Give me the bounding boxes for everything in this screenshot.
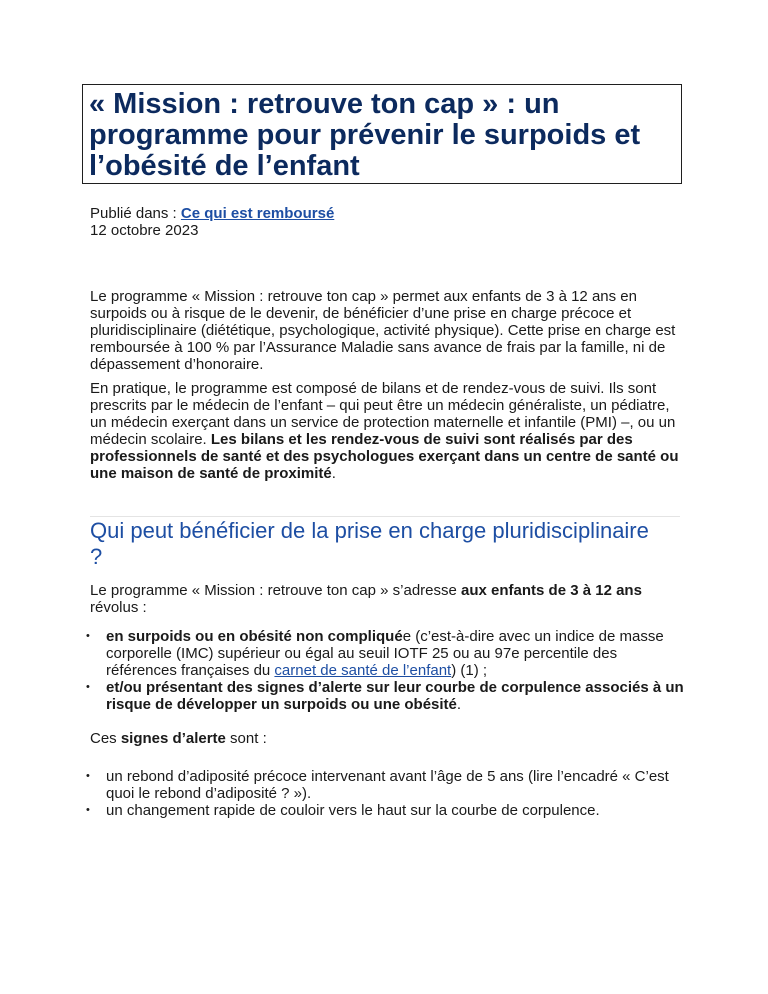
practice-paragraph — [90, 380, 690, 482]
eligibility-end: révolus : — [90, 599, 147, 616]
title-box — [82, 84, 682, 184]
bullet1-end: ) (1) ; — [451, 662, 488, 679]
practice-end: . — [331, 465, 336, 482]
section-divider — [90, 516, 680, 517]
eligibility-list — [86, 628, 686, 713]
eligibility-paragraph — [90, 582, 690, 616]
published-prefix: Publié dans : — [90, 205, 181, 222]
practice-bold: Les bilans et les rendez-vous de suivi sont réalisés par des professionnels de santé et des psychologues exerçant dans un centre de santé ou une maison de santé de proximité — [90, 431, 679, 482]
list-item — [86, 802, 686, 819]
practice-text: En pratique, le programme est composé de bilans et de rendez-vous de suivi. Ils sont prescrits par le médecin de l’enfant – qui peut être un médecin généraliste, un pédiatre, un médecin exerçant dans un service de protection maternelle et infantile (PMI) –, ou un médecin scolaire. — [90, 380, 676, 448]
bullet1-bold: en surpoids ou en obésité non compliqué — [106, 628, 403, 645]
eligibility-bold: aux enfants de 3 à 12 ans — [461, 582, 642, 599]
list-item — [86, 628, 686, 679]
warning-signs-list — [86, 768, 686, 819]
bullet3-text: un rebond d’adiposité précoce intervenant avant l’âge de 5 ans (lire l’encadré « C’est quoi le rebond d’adiposité ? »). — [106, 768, 669, 802]
bullet4-text: un changement rapide de couloir vers le haut sur la courbe de corpulence. — [106, 802, 600, 819]
published-line — [90, 205, 334, 222]
bullet-icon: • — [86, 681, 90, 693]
warning-signs-paragraph — [90, 730, 690, 747]
category-link[interactable]: Ce qui est remboursé — [180, 205, 335, 222]
bullet2-end: . — [456, 696, 462, 713]
bullet-icon: • — [86, 770, 90, 782]
intro-paragraph: Le programme « Mission : retrouve ton cap » permet aux enfants de 3 à 12 ans en surpoids ou à risque de le devenir, de bénéficier d’une prise en charge précoce et pluridisciplinaire (diététique, psychologique, activité physique). Cette prise en charge est remboursée à 100 % par l’Assurance Maladie sans avance de frais par la famille, ni de dépassement d’honoraire. — [90, 288, 676, 373]
section-heading: Qui peut bénéficier de la prise en charge pluridisciplinaire ? — [90, 518, 649, 569]
bullet-icon: • — [86, 804, 90, 816]
list-item — [86, 768, 686, 802]
warning-end: sont : — [225, 730, 267, 747]
list-item — [86, 679, 686, 713]
warning-bold: signes d’alerte — [120, 730, 226, 747]
publication-date: 12 octobre 2023 — [90, 222, 199, 239]
page-title: « Mission : retrouve ton cap » : un programme pour prévenir le surpoids et l’obésité de l’enfant — [89, 88, 641, 182]
warning-text: Ces — [90, 730, 121, 747]
bullet-icon: • — [86, 630, 90, 642]
bullet2-bold: et/ou présentant des signes d’alerte sur leur courbe de corpulence associés à un risque de développer un surpoids ou une obésité — [106, 679, 684, 713]
article-meta — [90, 205, 334, 239]
health-record-link[interactable]: carnet de santé de l’enfant — [274, 662, 452, 679]
bullet1-text: e (c’est-à-dire avec un indice de masse corporelle (IMC) supérieur ou égal au seuil IOTF 25 ou au 97e percentile des références françaises du — [106, 628, 664, 679]
eligibility-text: Le programme « Mission : retrouve ton cap » s’adresse — [90, 582, 462, 599]
